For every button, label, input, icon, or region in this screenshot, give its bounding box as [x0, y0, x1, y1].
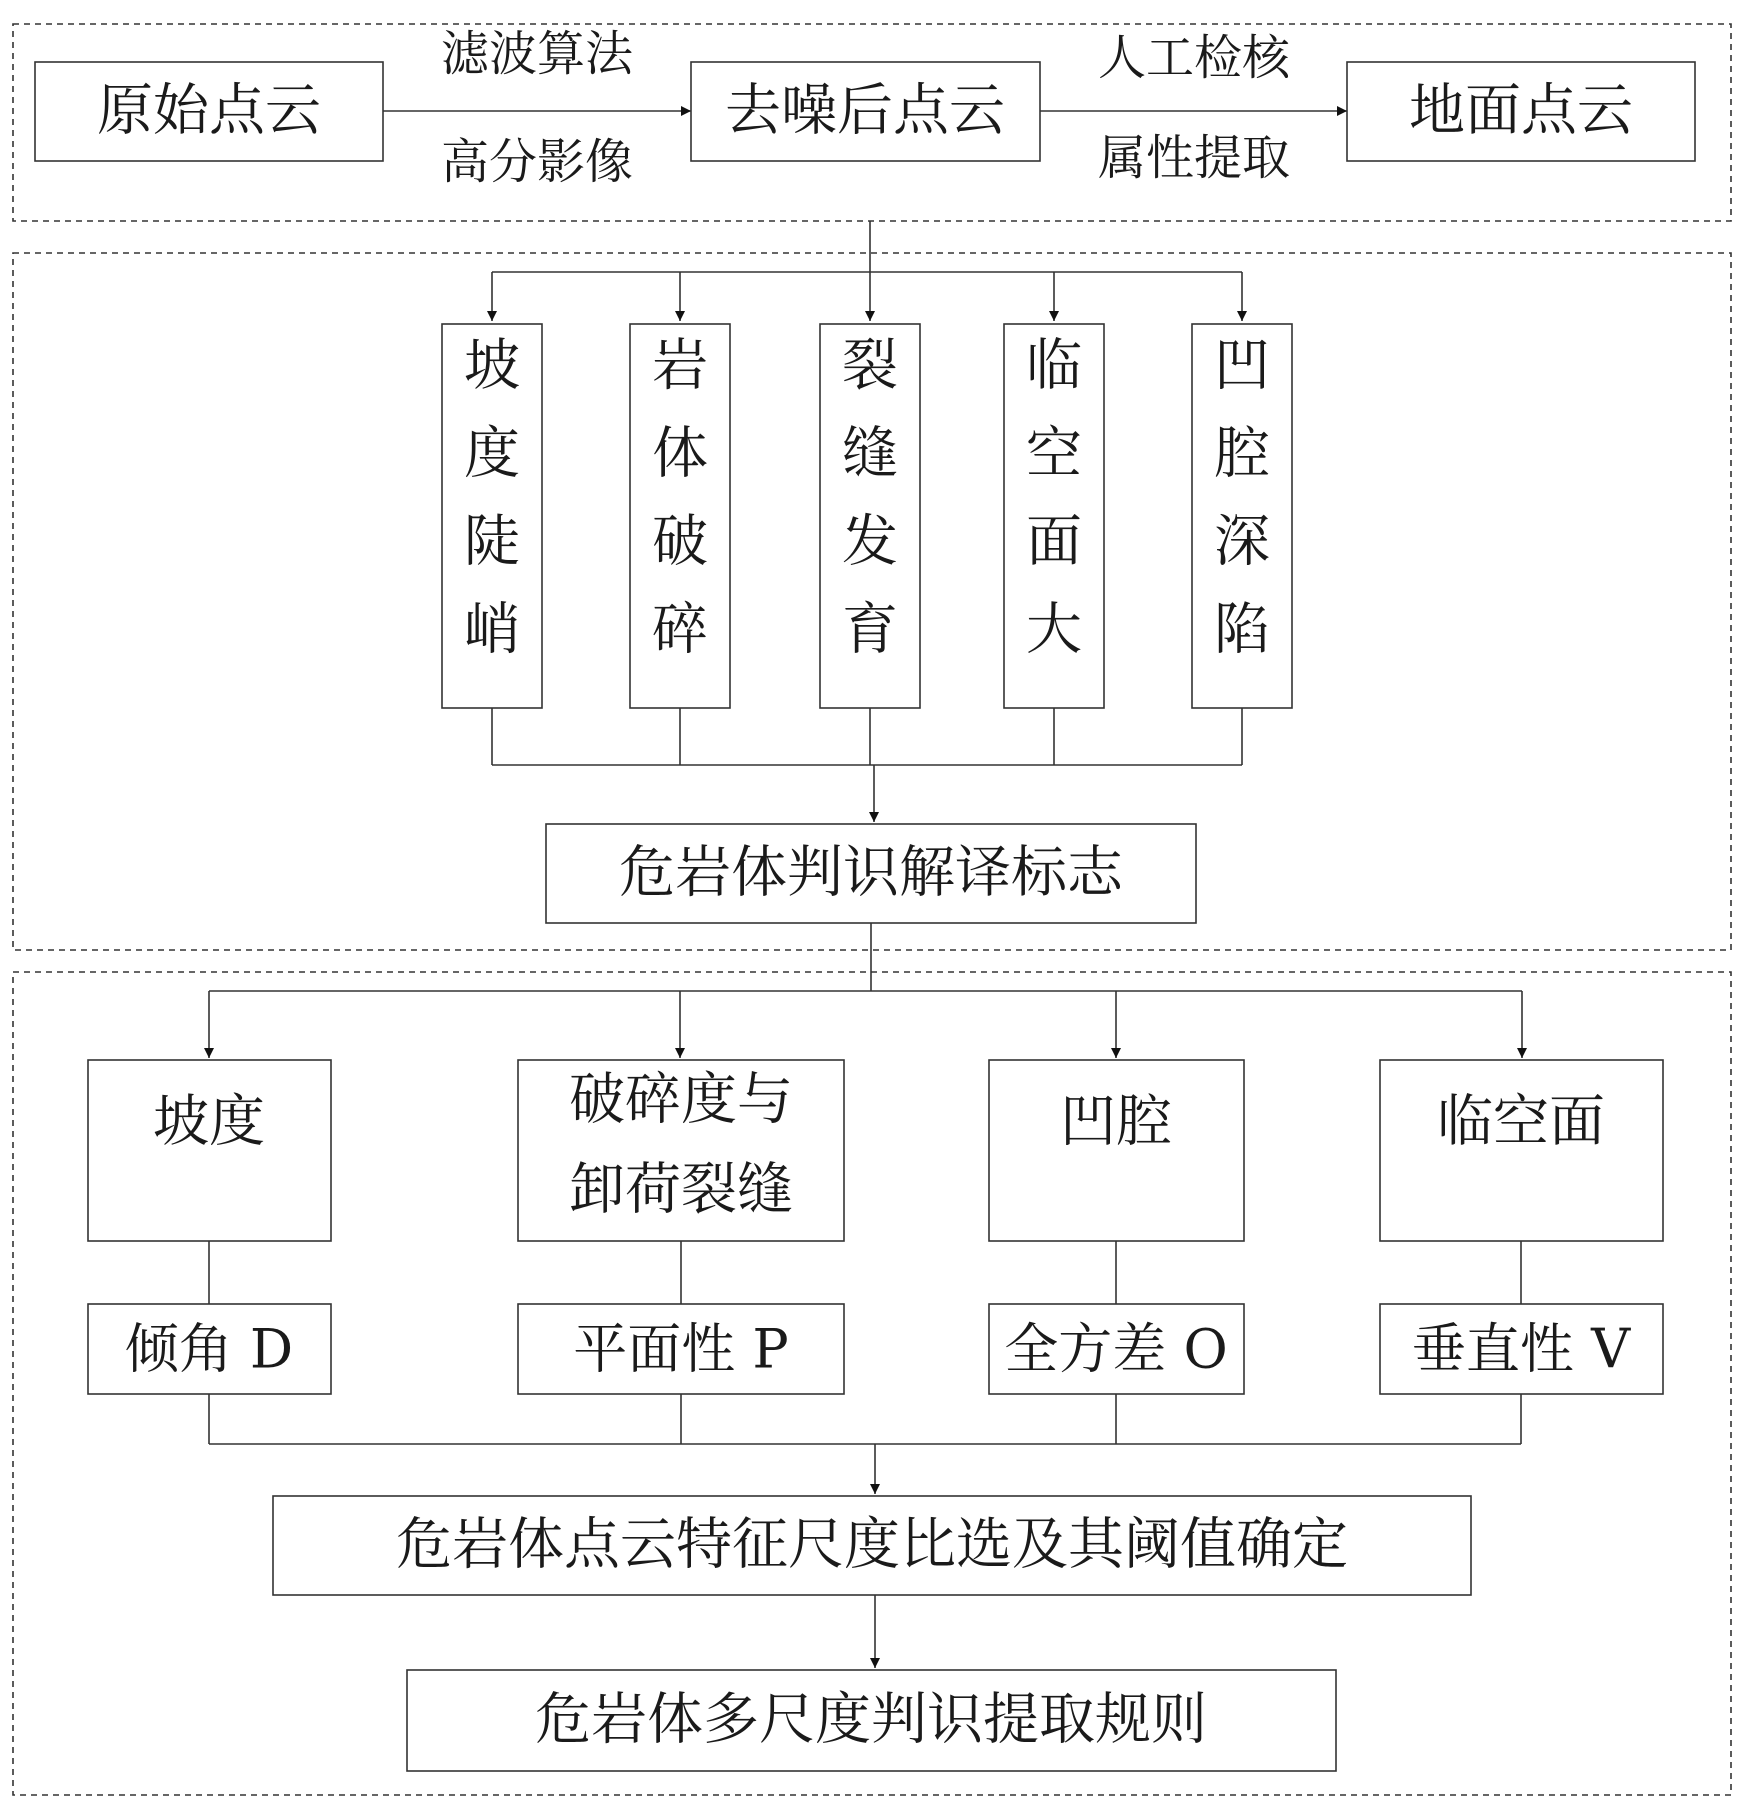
feature-char: 临: [1026, 333, 1082, 399]
raw-cloud-label: 原始点云: [97, 78, 321, 144]
feature-scale-label: 危岩体点云特征尺度比选及其阈值确定: [396, 1512, 1348, 1578]
attribute-extraction-label: 属性提取: [1097, 130, 1291, 186]
feature-char: 凹: [1214, 333, 1270, 399]
feature-char: 陡: [464, 509, 520, 575]
metric-box-omnivariance: [989, 1304, 1244, 1394]
interpretation-signs-label: 危岩体判识解译标志: [619, 840, 1123, 906]
metric-box-planarity: [518, 1304, 844, 1394]
interpretation-signs-node: [546, 824, 1196, 923]
feature-char: 陷: [1214, 597, 1270, 663]
ground-cloud-node: [1347, 62, 1695, 161]
stage3-fanout-connector: [209, 923, 1522, 1058]
category-label-line2: 卸荷裂缝: [569, 1157, 793, 1223]
metric-label: 倾角 D: [124, 1317, 294, 1381]
high-res-imagery-label: 高分影像: [440, 134, 634, 190]
feature-char: 大: [1026, 597, 1082, 663]
feature-box-cavity-deep: [1192, 324, 1292, 708]
denoised-cloud-node: [691, 62, 1040, 161]
extraction-rules-label: 危岩体多尺度判识提取规则: [535, 1687, 1207, 1753]
feature-box-rock-broken: [630, 324, 730, 708]
feature-char: 缝: [842, 421, 898, 487]
feature-char: 面: [1026, 509, 1082, 575]
ground-cloud-label: 地面点云: [1409, 78, 1633, 144]
feature-char: 峭: [464, 597, 520, 663]
category-label-line1: 破碎度与: [569, 1067, 793, 1133]
category-label: 临空面: [1437, 1089, 1605, 1155]
feature-char: 空: [1026, 421, 1082, 487]
metric-label: 全方差 O: [1004, 1317, 1228, 1381]
feature-scale-node: [273, 1496, 1471, 1595]
stage2-fanout-connector: [492, 221, 1242, 321]
category-to-metric-connectors: [209, 1241, 1521, 1304]
category-label: 凹腔: [1060, 1089, 1172, 1155]
denoised-cloud-label: 去噪后点云: [725, 78, 1005, 144]
feature-char: 深: [1214, 509, 1270, 575]
feature-box-free-face-large: [1004, 324, 1104, 708]
feature-char: 碎: [652, 597, 708, 663]
feature-box-crack-developed: [820, 324, 920, 708]
feature-char: 体: [652, 421, 708, 487]
metric-box-dip: [88, 1304, 331, 1394]
manual-check-label: 人工检核: [1097, 30, 1291, 86]
raw-cloud-node: [35, 62, 383, 161]
category-box-cavity: [989, 1060, 1244, 1241]
feature-char: 发: [842, 509, 898, 575]
feature-char: 岩: [652, 333, 708, 399]
feature-box-slope-steep: [442, 324, 542, 708]
category-label: 坡度: [153, 1089, 265, 1155]
feature-char: 度: [464, 421, 520, 487]
feature-char: 育: [842, 597, 898, 663]
metric-box-verticality: [1380, 1304, 1663, 1394]
feature-char: 腔: [1214, 421, 1270, 487]
metric-label: 平面性 P: [573, 1317, 789, 1381]
stage2-merge-connector: [492, 708, 1242, 822]
stage3-merge-connector: [209, 1394, 1521, 1494]
category-box-fragmentation: [518, 1060, 844, 1241]
category-box-free-face: [1380, 1060, 1663, 1241]
feature-char: 破: [652, 509, 708, 575]
category-box-slope: [88, 1060, 331, 1241]
feature-char: 裂: [842, 333, 898, 399]
filter-algorithm-label: 滤波算法: [440, 26, 634, 82]
metric-label: 垂直性 V: [1411, 1317, 1631, 1381]
feature-char: 坡: [464, 333, 520, 399]
extraction-rules-node: [407, 1670, 1336, 1771]
